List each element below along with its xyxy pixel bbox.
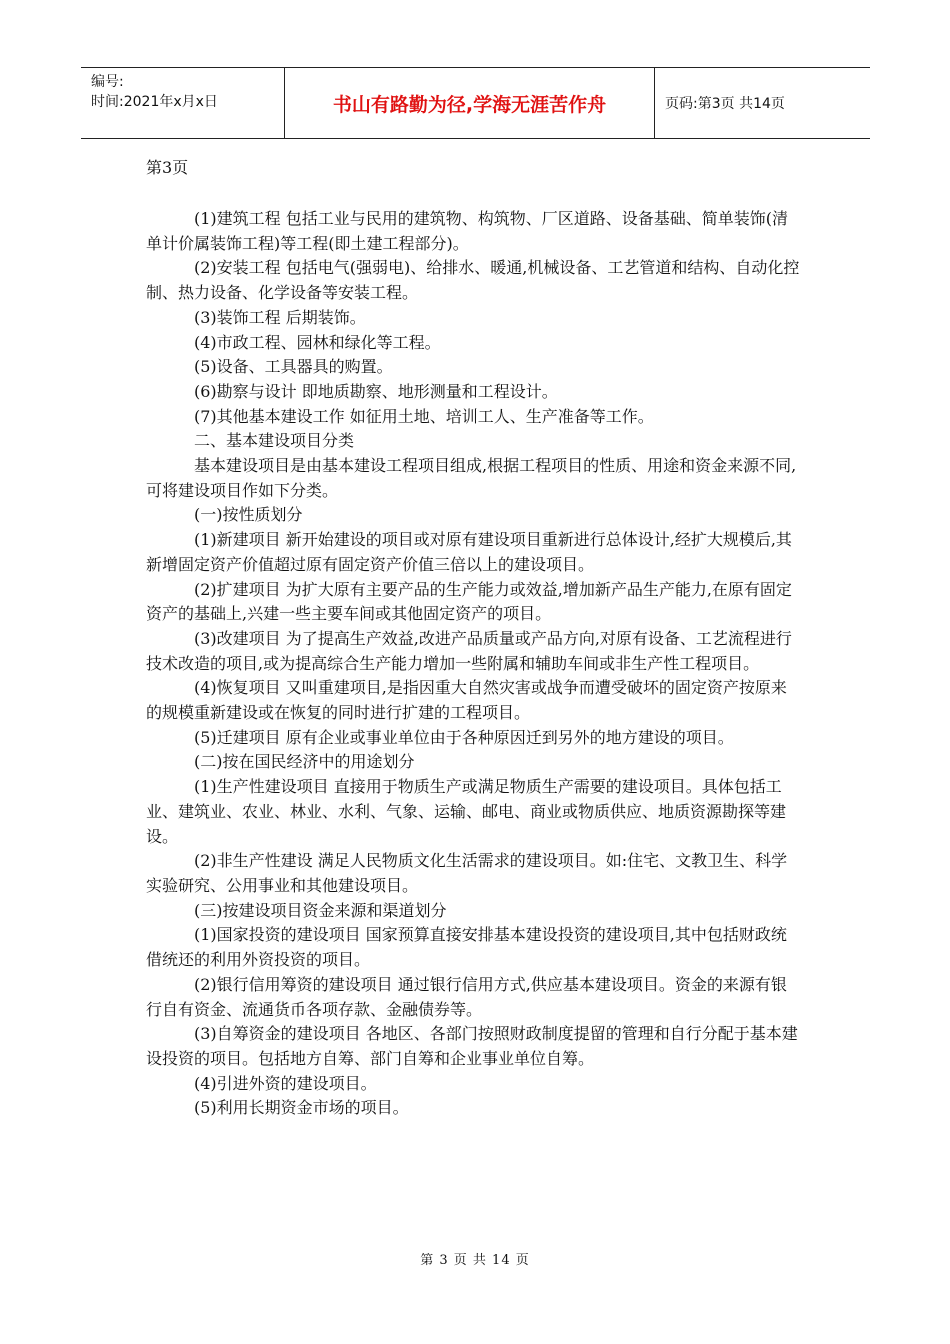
paragraph: (4)恢复项目 又叫重建项目,是指因重大自然灾害或战争而遭受破坏的固定资产按原来的规模重新建设或在恢复的同时进行扩建的工程项目。 xyxy=(146,678,787,723)
page-label: 第3页 xyxy=(146,158,189,177)
paragraph: (6)勘察与设计 即地质勘察、地形测量和工程设计。 xyxy=(194,381,558,401)
paragraph: (2)扩建项目 为扩大原有主要产品的生产能力或效益,增加新产品生产能力,在原有固定资产的基础上,兴建一些主要车间或其他固定资产的项目。 xyxy=(146,579,792,624)
document-body xyxy=(146,156,802,1121)
paragraph: (3)自筹资金的建设项目 各地区、各部门按照财政制度提留的管理和自行分配于基本建设投资的项目。包括地方自筹、部门自筹和企业事业单位自筹。 xyxy=(146,1024,798,1068)
paragraph: (5)利用长期资金市场的项目。 xyxy=(194,1098,409,1118)
paragraph: (2)安装工程 包括电气(强弱电)、给排水、暖通,机械设备、工艺管道和结构、自动化控制、热力设备、化学设备等安装工程。 xyxy=(146,258,800,303)
paragraph: (5)迁建项目 原有企业或事业单位由于各种原因迁到另外的地方建设的项目。 xyxy=(194,727,734,747)
page-footer: 第 3 页 共 14 页 xyxy=(420,1253,530,1268)
paragraph: 基本建设项目是由基本建设工程项目组成,根据工程项目的性质、用途和资金来源不同,可将建设项目作如下分类。 xyxy=(146,456,797,500)
paragraph: (3)装饰工程 后期装饰。 xyxy=(194,307,366,327)
document-number-label: 编号: xyxy=(91,74,124,90)
paragraph: (1)国家投资的建设项目 国家预算直接安排基本建设投资的建设项目,其中包括财政统借统还的利用外资投资的项目。 xyxy=(146,925,787,970)
section-heading: 二、基本建设项目分类 xyxy=(194,431,355,451)
document-date: 时间:2021年x月x日 xyxy=(91,94,218,110)
subsection-heading: (三)按建设项目资金来源和渠道划分 xyxy=(194,900,447,920)
header-motto: 书山有路勤为径,学海无涯苦作舟 xyxy=(284,68,655,138)
paragraph: (5)设备、工具器具的购置。 xyxy=(194,357,393,377)
paragraph: (7)其他基本建设工作 如征用土地、培训工人、生产准备等工作。 xyxy=(194,406,654,426)
paragraph: (4)市政工程、园林和绿化等工程。 xyxy=(194,332,441,352)
paragraph: (2)非生产性建设 满足人民物质文化生活需求的建设项目。如:住宅、文教卫生、科学实验研究、公用事业和其他建设项目。 xyxy=(146,851,788,895)
page-header xyxy=(81,67,870,139)
header-page-info: 页码:第3页 共14页 xyxy=(665,96,785,112)
paragraph: (1)生产性建设项目 直接用于物质生产或满足物质生产需要的建设项目。具体包括工业、建筑业、农业、林业、水利、气象、运输、邮电、商业或物质供应、地质资源勘探等建设。 xyxy=(146,777,787,846)
subsection-heading: (二)按在国民经济中的用途划分 xyxy=(194,752,415,772)
paragraph: (4)引进外资的建设项目。 xyxy=(194,1073,377,1093)
paragraph: (1)建筑工程 包括工业与民用的建筑物、构筑物、厂区道路、设备基础、简单装饰(清单计价属装饰工程)等工程(即土建工程部分)。 xyxy=(146,209,788,253)
header-meta xyxy=(81,68,284,138)
paragraph: (3)改建项目 为了提高生产效益,改进产品质量或产品方向,对原有设备、工艺流程进行技术改造的项目,或为提高综合生产能力增加一些附属和辅助车间或非生产性工程项目。 xyxy=(146,628,792,673)
subsection-heading: (一)按性质划分 xyxy=(194,505,303,525)
paragraph: (1)新建项目 新开始建设的项目或对原有建设项目重新进行总体设计,经扩大规模后,其新增固定资产价值超过原有固定资产价值三倍以上的建设项目。 xyxy=(146,530,792,574)
paragraph: (2)银行信用筹资的建设项目 通过银行信用方式,供应基本建设项目。资金的来源有银行自有资金、流通货币各项存款、金融债券等。 xyxy=(146,974,787,1019)
